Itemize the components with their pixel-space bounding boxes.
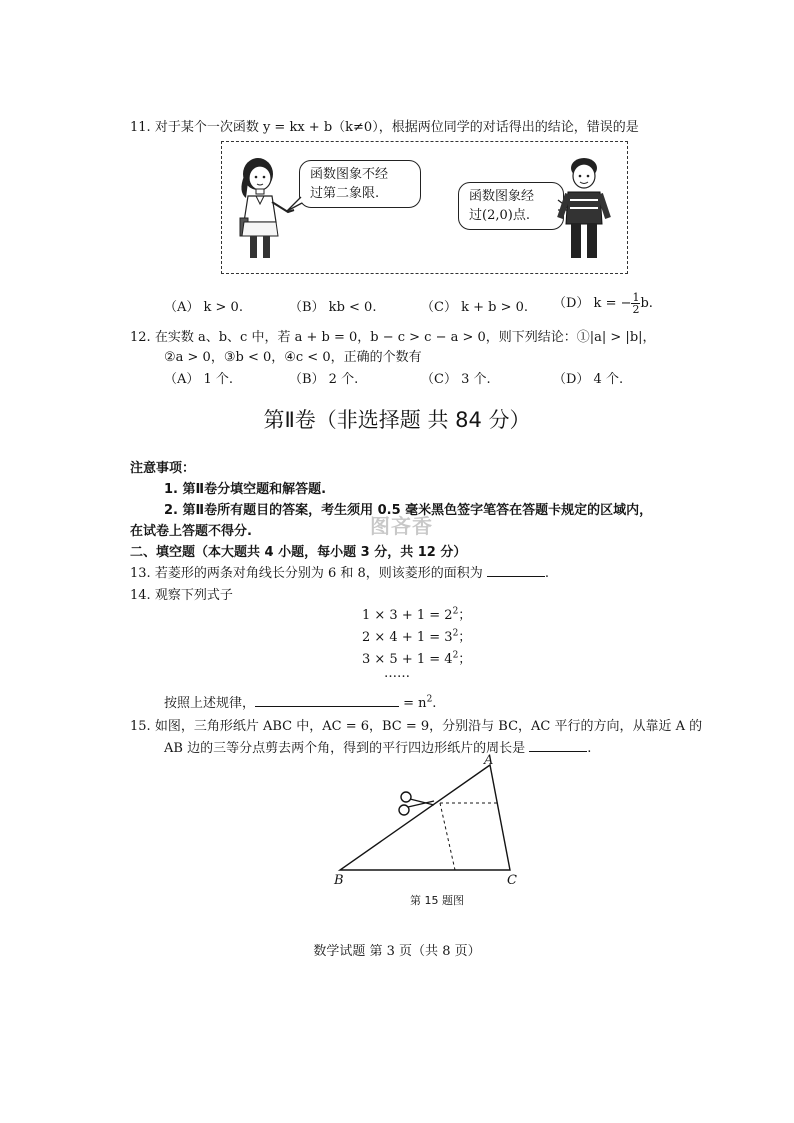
notes-item-2-line1: 2. 第Ⅱ卷所有题目的答案，考生须用 0.5 毫米黑色签字笔答在答题卡规定的区域内，	[164, 503, 653, 518]
q11-option-b[interactable]: （B） kb < 0.	[289, 300, 377, 315]
q14-eq3-exponent: 2	[452, 650, 459, 661]
q15-text-line2: AB 边的三等分点剪去两个角，得到的平行四边形纸片的周长是	[164, 741, 526, 756]
q12-option-b[interactable]: （B） 2 个.	[289, 372, 359, 387]
page-footer: 数学试题 第 3 页（共 8 页）	[313, 944, 481, 959]
notes-title: 注意事项：	[130, 461, 196, 476]
q14-answer-blank[interactable]	[255, 692, 399, 707]
q15-tail: .	[587, 741, 592, 756]
triangle-abc	[340, 765, 510, 870]
vertex-b-label: B	[334, 873, 344, 888]
q14-equation-3	[362, 648, 471, 667]
q12-text-line1: 在实数 a、b、c 中，若 a + b = 0，b − c > c − a > 0，则下列结论：①|a| > |b|，	[154, 330, 656, 345]
notes-item-2-line2: 在试卷上答题不得分.	[130, 524, 252, 539]
q15-line1	[130, 715, 702, 734]
q11-text: 对于某个一次函数 y = kx + b（k≠0），根据两位同学的对话得出的结论，错误的是	[154, 120, 639, 135]
part2-heading: 二、填空题（本大题共 4 小题，每小题 3 分，共 12 分）	[130, 545, 467, 560]
q15-text-line1: 如图，三角形纸片 ABC 中，AC = 6，BC = 9，分别沿与 BC，AC 平行的方向，从靠近 A 的	[154, 719, 703, 734]
boy-speech-line1: 函数图象经	[469, 189, 535, 204]
q14-eq2-text: 2 × 4 + 1 = 3	[362, 630, 453, 645]
q14-rule-suffix: = n	[403, 696, 427, 711]
q14-equation-2	[362, 626, 471, 645]
girl-speech-bubble	[299, 160, 421, 208]
q13-text: 若菱形的两条对角线长分别为 6 和 8，则该菱形的面积为	[154, 566, 483, 581]
boy-speech-line2: 过(2,0)点.	[469, 208, 530, 223]
q13-tail: .	[544, 566, 550, 581]
q15-number: 15.	[130, 719, 151, 734]
q14-rule	[164, 692, 436, 711]
q14-eq3-text: 3 × 5 + 1 = 4	[362, 652, 453, 667]
q11-option-d[interactable]	[553, 292, 653, 315]
q12-option-c[interactable]: （C） 3 个.	[421, 372, 491, 387]
q15-line2	[164, 737, 591, 756]
fraction-denominator: 2	[632, 303, 640, 316]
girl-speech-line1: 函数图象不经	[310, 167, 389, 182]
q12-number: 12.	[130, 330, 151, 345]
q14-rule-end: .	[432, 696, 437, 711]
q12-option-a[interactable]: （A） 1 个.	[164, 372, 234, 387]
scissors-icon	[399, 792, 434, 815]
q14-eq2-sep: ；	[458, 630, 472, 645]
q12-option-d[interactable]: （D） 4 个.	[553, 372, 624, 387]
q14-eq1-sep: ；	[458, 608, 472, 623]
q12-line2: ②a > 0，③b < 0，④c < 0，正确的个数有	[164, 350, 422, 365]
q14-number: 14.	[130, 588, 151, 603]
q11-option-a[interactable]: （A） k > 0.	[164, 300, 243, 315]
q14-eq2-exponent: 2	[452, 628, 459, 639]
q14-eq3-sep: ；	[458, 652, 472, 667]
q14-rule-prefix: 按照上述规律，	[164, 696, 256, 711]
girl-bubble-tail	[287, 197, 303, 213]
q11-option-c[interactable]: （C） k + b > 0.	[421, 300, 528, 315]
notes-item-1: 1. 第Ⅱ卷分填空题和解答题.	[164, 482, 327, 497]
q14-equation-1	[362, 604, 471, 623]
q14-ellipsis: ……	[384, 666, 410, 681]
watermark: 图吝香	[370, 514, 433, 538]
q12-line1	[130, 326, 656, 345]
q11-option-d-tail: b.	[640, 296, 653, 311]
boy-illustration	[556, 152, 616, 264]
figure-caption: 第 15 题图	[410, 894, 464, 907]
q11-number: 11.	[130, 120, 151, 135]
vertex-a-label: A	[484, 753, 494, 768]
q14	[130, 584, 233, 603]
fraction-numerator: 1	[632, 291, 640, 304]
vertex-c-label: C	[507, 873, 517, 888]
section-title: 第Ⅱ卷（非选择题 共 84 分）	[263, 408, 531, 432]
girl-speech-line2: 过第二象限.	[310, 186, 380, 201]
q13-number: 13.	[130, 566, 151, 581]
q14-text: 观察下列式子	[154, 588, 233, 603]
q13-answer-blank[interactable]	[487, 562, 545, 577]
q15-answer-blank[interactable]	[529, 737, 587, 752]
q14-rule-exponent: 2	[426, 694, 433, 705]
q14-eq1-exponent: 2	[452, 606, 459, 617]
q14-eq1-text: 1 × 3 + 1 = 2	[362, 608, 453, 623]
q13	[130, 562, 549, 581]
cut-line-parallel-ac	[440, 803, 455, 870]
boy-speech-bubble	[458, 182, 564, 230]
triangle-figure	[330, 755, 530, 885]
q11-option-d-text: （D） k = −	[553, 296, 632, 311]
q11-stem	[130, 116, 639, 135]
